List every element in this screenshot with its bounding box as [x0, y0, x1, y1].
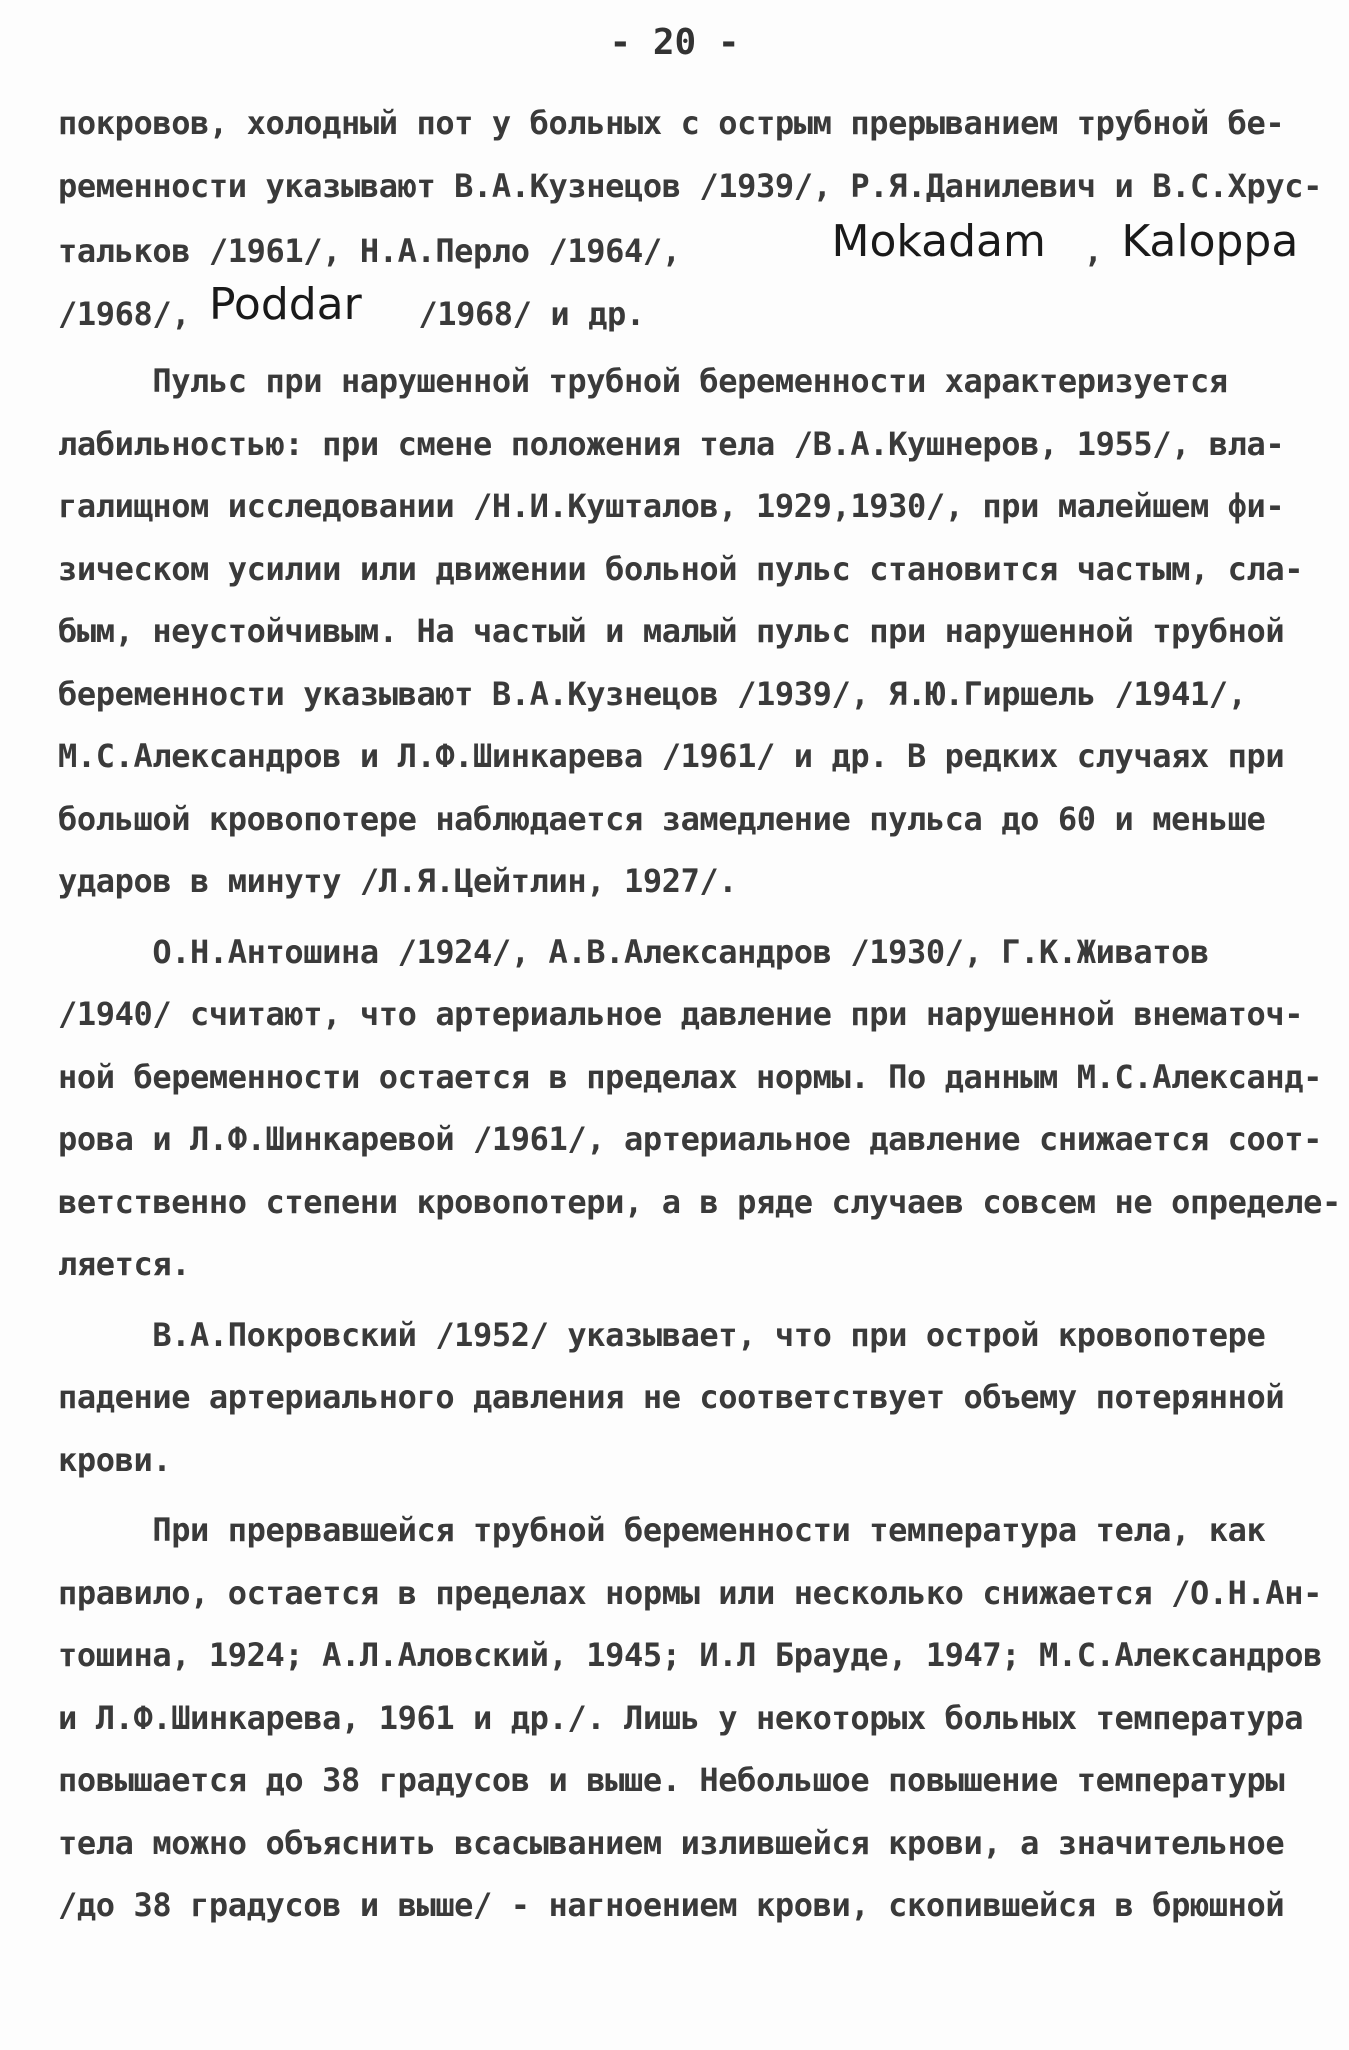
text-line: тела можно объяснить всасыванием излившейся крови, а значительное	[58, 1823, 1285, 1862]
text-line: М.С.Александров и Л.Ф.Шинкарева /1961/ и др. В редких случаях при	[58, 737, 1285, 775]
text-line: лабильностью: при смене положения тела /В.А.Кушнеров, 1955/, вла-	[58, 424, 1285, 463]
text-line: /1940/ считают, что артериальное давление при нарушенной внематоч-	[58, 995, 1304, 1033]
text-line: галищном исследовании /Н.И.Кушталов, 1929,1930/, при малейшем фи-	[58, 487, 1285, 525]
text-line: большой кровопотере наблюдается замедление пульса до 60 и меньше	[58, 799, 1266, 838]
text-line: падение артериального давления не соответствует объему потерянной	[58, 1378, 1285, 1416]
text-line: В.А.Покровский /1952/ указывает, что при острой кровопотере	[58, 1315, 1266, 1354]
text-line-with-handwriting	[58, 217, 1308, 280]
text-line: повышается до 38 градусов и выше. Небольшое повышение температуры	[58, 1761, 1285, 1799]
text-line: Пульс при нарушенной трубной беременности характеризуется	[58, 362, 1228, 400]
text-line: беременности указывают В.А.Кузнецов /1939/, Я.Ю.Гиршель /1941/,	[58, 674, 1247, 713]
text-line: ременности указывают В.А.Кузнецов /1939/, Р.Я.Данилевич и В.С.Хрус-	[58, 166, 1322, 205]
text-line: рова и Л.Ф.Шинкаревой /1961/, артериальное давление снижается соот-	[58, 1120, 1322, 1158]
text-line: тошина, 1924; А.Л.Аловский, 1945; И.Л Брауде, 1947; М.С.Александров	[58, 1636, 1322, 1674]
text-fragment: /1968/ и др.	[418, 294, 645, 333]
text-fragment: /1968/,	[58, 294, 191, 333]
text-line-with-handwriting	[58, 280, 1308, 343]
text-line: и Л.Ф.Шинкарева, 1961 и др./. Лишь у некоторых больных температура	[58, 1698, 1304, 1737]
text-line: зическом усилии или движении больной пульс становится частым, сла-	[58, 549, 1304, 588]
text-fragment: тальков /1961/, Н.А.Перло /1964/,	[58, 232, 681, 270]
text-line: ветственно степени кровопотери, а в ряде случаев совсем не определе-	[58, 1182, 1341, 1221]
text-line: ной беременности остается в пределах нормы. По данным М.С.Александ-	[58, 1057, 1322, 1096]
handwritten-name-poddar: Poddar	[208, 278, 362, 330]
text-line: /до 38 градусов и выше/ - нагноением крови, скопившейся в брюшной	[58, 1886, 1285, 1924]
text-line: О.Н.Антошина /1924/, А.В.Александров /1930/, Г.К.Живатов	[58, 932, 1209, 971]
text-line: правило, остается в пределах нормы или несколько снижается /О.Н.Ан-	[58, 1573, 1322, 1612]
handwritten-name-mokadam: Mokadam	[831, 216, 1046, 267]
document-body	[58, 92, 1341, 1937]
text-line: При прервавшейся трубной беременности температура тела, как	[58, 1511, 1266, 1549]
text-line: покровов, холодный пот у больных с острым прерыванием трубной бе-	[58, 104, 1285, 142]
text-line: ляется.	[58, 1245, 191, 1283]
separator-comma: ,	[1083, 232, 1103, 270]
handwritten-name-kaloppa: Kaloppa	[1121, 216, 1299, 267]
text-line: бым, неустойчивым. На частый и малый пульс при нарушенной трубной	[58, 612, 1285, 650]
text-line: крови.	[58, 1440, 172, 1479]
text-line: ударов в минуту /Л.Я.Цейтлин, 1927/.	[58, 862, 738, 900]
page-number: - 20 -	[609, 22, 740, 63]
